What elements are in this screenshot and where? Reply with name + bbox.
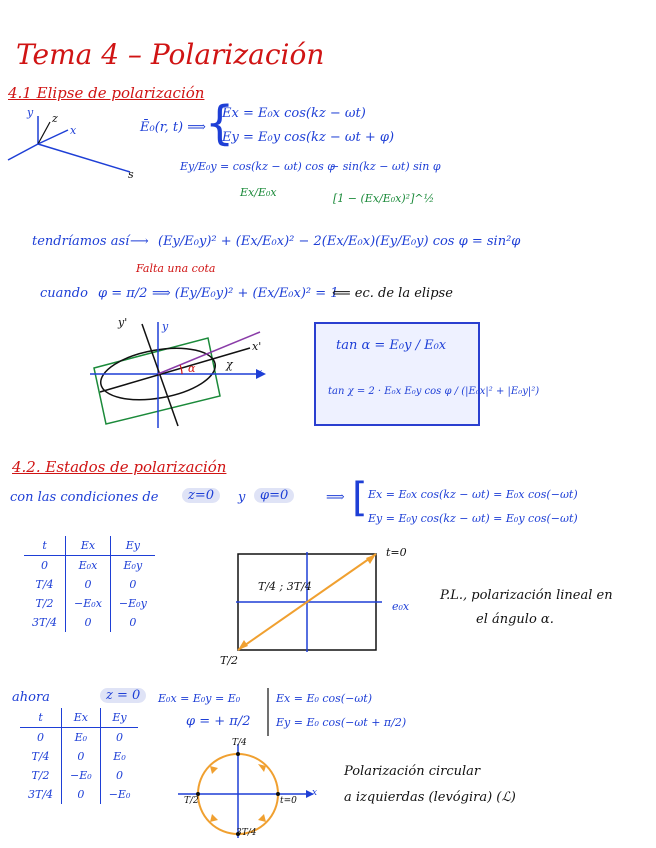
circular-ey: Ey = E₀ cos(−ωt + π/2) <box>276 716 407 729</box>
tan-chi-formula: tan χ = 2 · E₀x E₀y cos φ / (|E₀x|² + |E₀y|²) <box>328 386 540 397</box>
condition-z: z=0 <box>182 488 220 503</box>
axis-label-s: s <box>128 168 134 181</box>
tendriamos-label: tendríamos así <box>32 234 130 249</box>
ellipse-diagram <box>90 318 270 430</box>
t1-cell: E₀y <box>110 556 154 576</box>
ex-equation: Ex = E₀x cos(kz − ωt) <box>222 106 366 121</box>
t2-header-ey: Ey <box>100 708 138 728</box>
conditions-and: y <box>238 490 246 505</box>
brace: { <box>205 96 235 150</box>
linear-note-line2: el ángulo α. <box>476 612 554 627</box>
circular-table <box>20 708 138 804</box>
t1-header-ey: Ey <box>110 536 154 556</box>
axis-label-x: x <box>70 124 77 137</box>
t2-cell: −E₀ <box>62 766 101 785</box>
phase-equation: φ = + π/2 <box>186 714 251 729</box>
note-falta-cota: Falta una cota <box>136 262 216 275</box>
table-row <box>20 766 138 785</box>
t2-cell: 0 <box>62 785 101 804</box>
t2-cell: E₀ <box>62 728 101 748</box>
ellipse-note: ⟸ ec. de la elipse <box>332 286 453 301</box>
ratio-lhs: Ey/E₀y <box>180 160 217 173</box>
table-row <box>24 594 155 613</box>
implies-arrow: ⟹ <box>326 490 345 505</box>
section-heading-4-2: 4.2. Estados de polarización <box>12 458 227 476</box>
plot1-label-half: T/2 <box>220 654 239 667</box>
t1-cell: E₀x <box>66 556 111 576</box>
t2-cell: 0 <box>100 728 138 748</box>
label-chi: χ <box>226 358 233 371</box>
t1-cell: −E₀x <box>66 594 111 613</box>
result-ex: Ex = E₀x cos(kz − ωt) = E₀x cos(−ωt) <box>368 488 578 501</box>
plot1-label-quarter: T/4 ; 3T/4 <box>258 580 312 593</box>
label-y: y <box>162 320 169 333</box>
circular-polarization-plot <box>178 744 318 840</box>
linear-table <box>24 536 155 632</box>
amplitude-equation: E₀x = E₀y = E₀ <box>158 692 241 705</box>
t2-cell: T/4 <box>31 750 50 763</box>
result-bracket: [ <box>352 475 368 521</box>
table-row <box>20 728 138 748</box>
table-row <box>24 575 155 594</box>
formula-box <box>314 322 540 426</box>
linear-polarization-plot <box>236 552 386 652</box>
cuando-equation: ⟹ (Ey/E₀y)² + (Ex/E₀x)² = 1 <box>152 286 339 301</box>
t2-cell: E₀ <box>100 747 138 766</box>
ratio-root: [1 − (Ex/E₀x)²]^½ <box>333 192 435 205</box>
t2-cell: −E₀ <box>100 785 138 804</box>
ellipse-equation: (Ey/E₀y)² + (Ex/E₀x)² − 2(Ex/E₀x)(Ey/E₀y) cos φ = sin²φ <box>158 234 521 249</box>
t2-cell: 0 <box>37 731 45 744</box>
label-x-prime: x' <box>252 340 262 353</box>
t2-cell: 0 <box>100 766 138 785</box>
t1-cell: 0 <box>110 575 154 594</box>
page-title: Tema 4 – Polarización <box>16 38 325 71</box>
linear-note-line1: P.L., polarización lineal en <box>440 588 613 603</box>
circular-ex: Ex = E₀ cos(−ωt) <box>276 692 372 705</box>
t1-cell: T/2 <box>35 597 54 610</box>
label-y-prime: y' <box>118 316 128 329</box>
ratio-sin: − sin(kz − ωt) sin φ <box>330 160 441 173</box>
cuando-label: cuando <box>40 286 88 301</box>
t2-cell: 3T/4 <box>28 788 54 801</box>
t1-cell: 0 <box>66 613 111 632</box>
t2-cell: 0 <box>62 747 101 766</box>
t2-header-ex: Ex <box>62 708 101 728</box>
plot2-label-top: T/4 <box>232 738 247 748</box>
t1-header-t: t <box>24 536 66 556</box>
condition-phi: φ=0 <box>254 488 294 503</box>
ahora-condition: z = 0 <box>100 688 146 703</box>
t2-cell: T/2 <box>31 769 50 782</box>
plot2-label-bottom: 3T/4 <box>236 828 257 838</box>
label-x: x <box>256 366 263 379</box>
t1-cell: 0 <box>41 559 49 572</box>
label-alpha: α <box>188 362 196 375</box>
t1-cell: 0 <box>110 613 154 632</box>
ratio-fraction: Ex/E₀x <box>240 186 277 199</box>
plot2-label-right: t=0 <box>280 796 297 806</box>
cuando-condition: φ = π/2 <box>98 286 148 301</box>
t1-cell: 3T/4 <box>32 616 58 629</box>
section-heading-4-1: 4.1 Elipse de polarización <box>8 84 205 102</box>
t1-header-ex: Ex <box>66 536 111 556</box>
t1-cell: −E₀y <box>110 594 154 613</box>
table-row <box>24 556 155 576</box>
ratio-middle: = cos(kz − ωt) cos φ <box>220 160 335 173</box>
axes-sketch <box>8 108 138 183</box>
plot1-label-t0: t=0 <box>386 546 407 559</box>
arrow-right: ⟶ <box>130 234 149 249</box>
t1-cell: T/4 <box>35 578 54 591</box>
separator-line <box>266 688 270 738</box>
plot1-axis-label: e₀x <box>392 600 410 613</box>
tan-alpha-formula: tan α = E₀y / E₀x <box>336 338 447 353</box>
circular-note-line1: Polarización circular <box>344 764 481 779</box>
ahora-label: ahora <box>12 690 50 705</box>
axis-label-y: y <box>27 106 34 119</box>
axis-label-z: z <box>52 112 58 125</box>
field-lhs: Ē₀(r, t) ⟹ <box>140 120 206 135</box>
table-row <box>20 747 138 766</box>
table-row <box>24 613 155 632</box>
result-ey: Ey = E₀y cos(kz − ωt) = E₀y cos(−ωt) <box>368 512 578 525</box>
t1-cell: 0 <box>66 575 111 594</box>
table-row <box>20 785 138 804</box>
plot2-label-left: T/2 <box>184 796 199 806</box>
plot2-axis-label: x <box>312 788 318 798</box>
t2-header-t: t <box>20 708 62 728</box>
ey-equation: Ey = E₀y cos(kz − ωt + φ) <box>222 130 395 145</box>
circular-note-line2: a izquierdas (levógira) (ℒ) <box>344 790 516 805</box>
conditions-prefix: con las condiciones de <box>10 490 159 505</box>
